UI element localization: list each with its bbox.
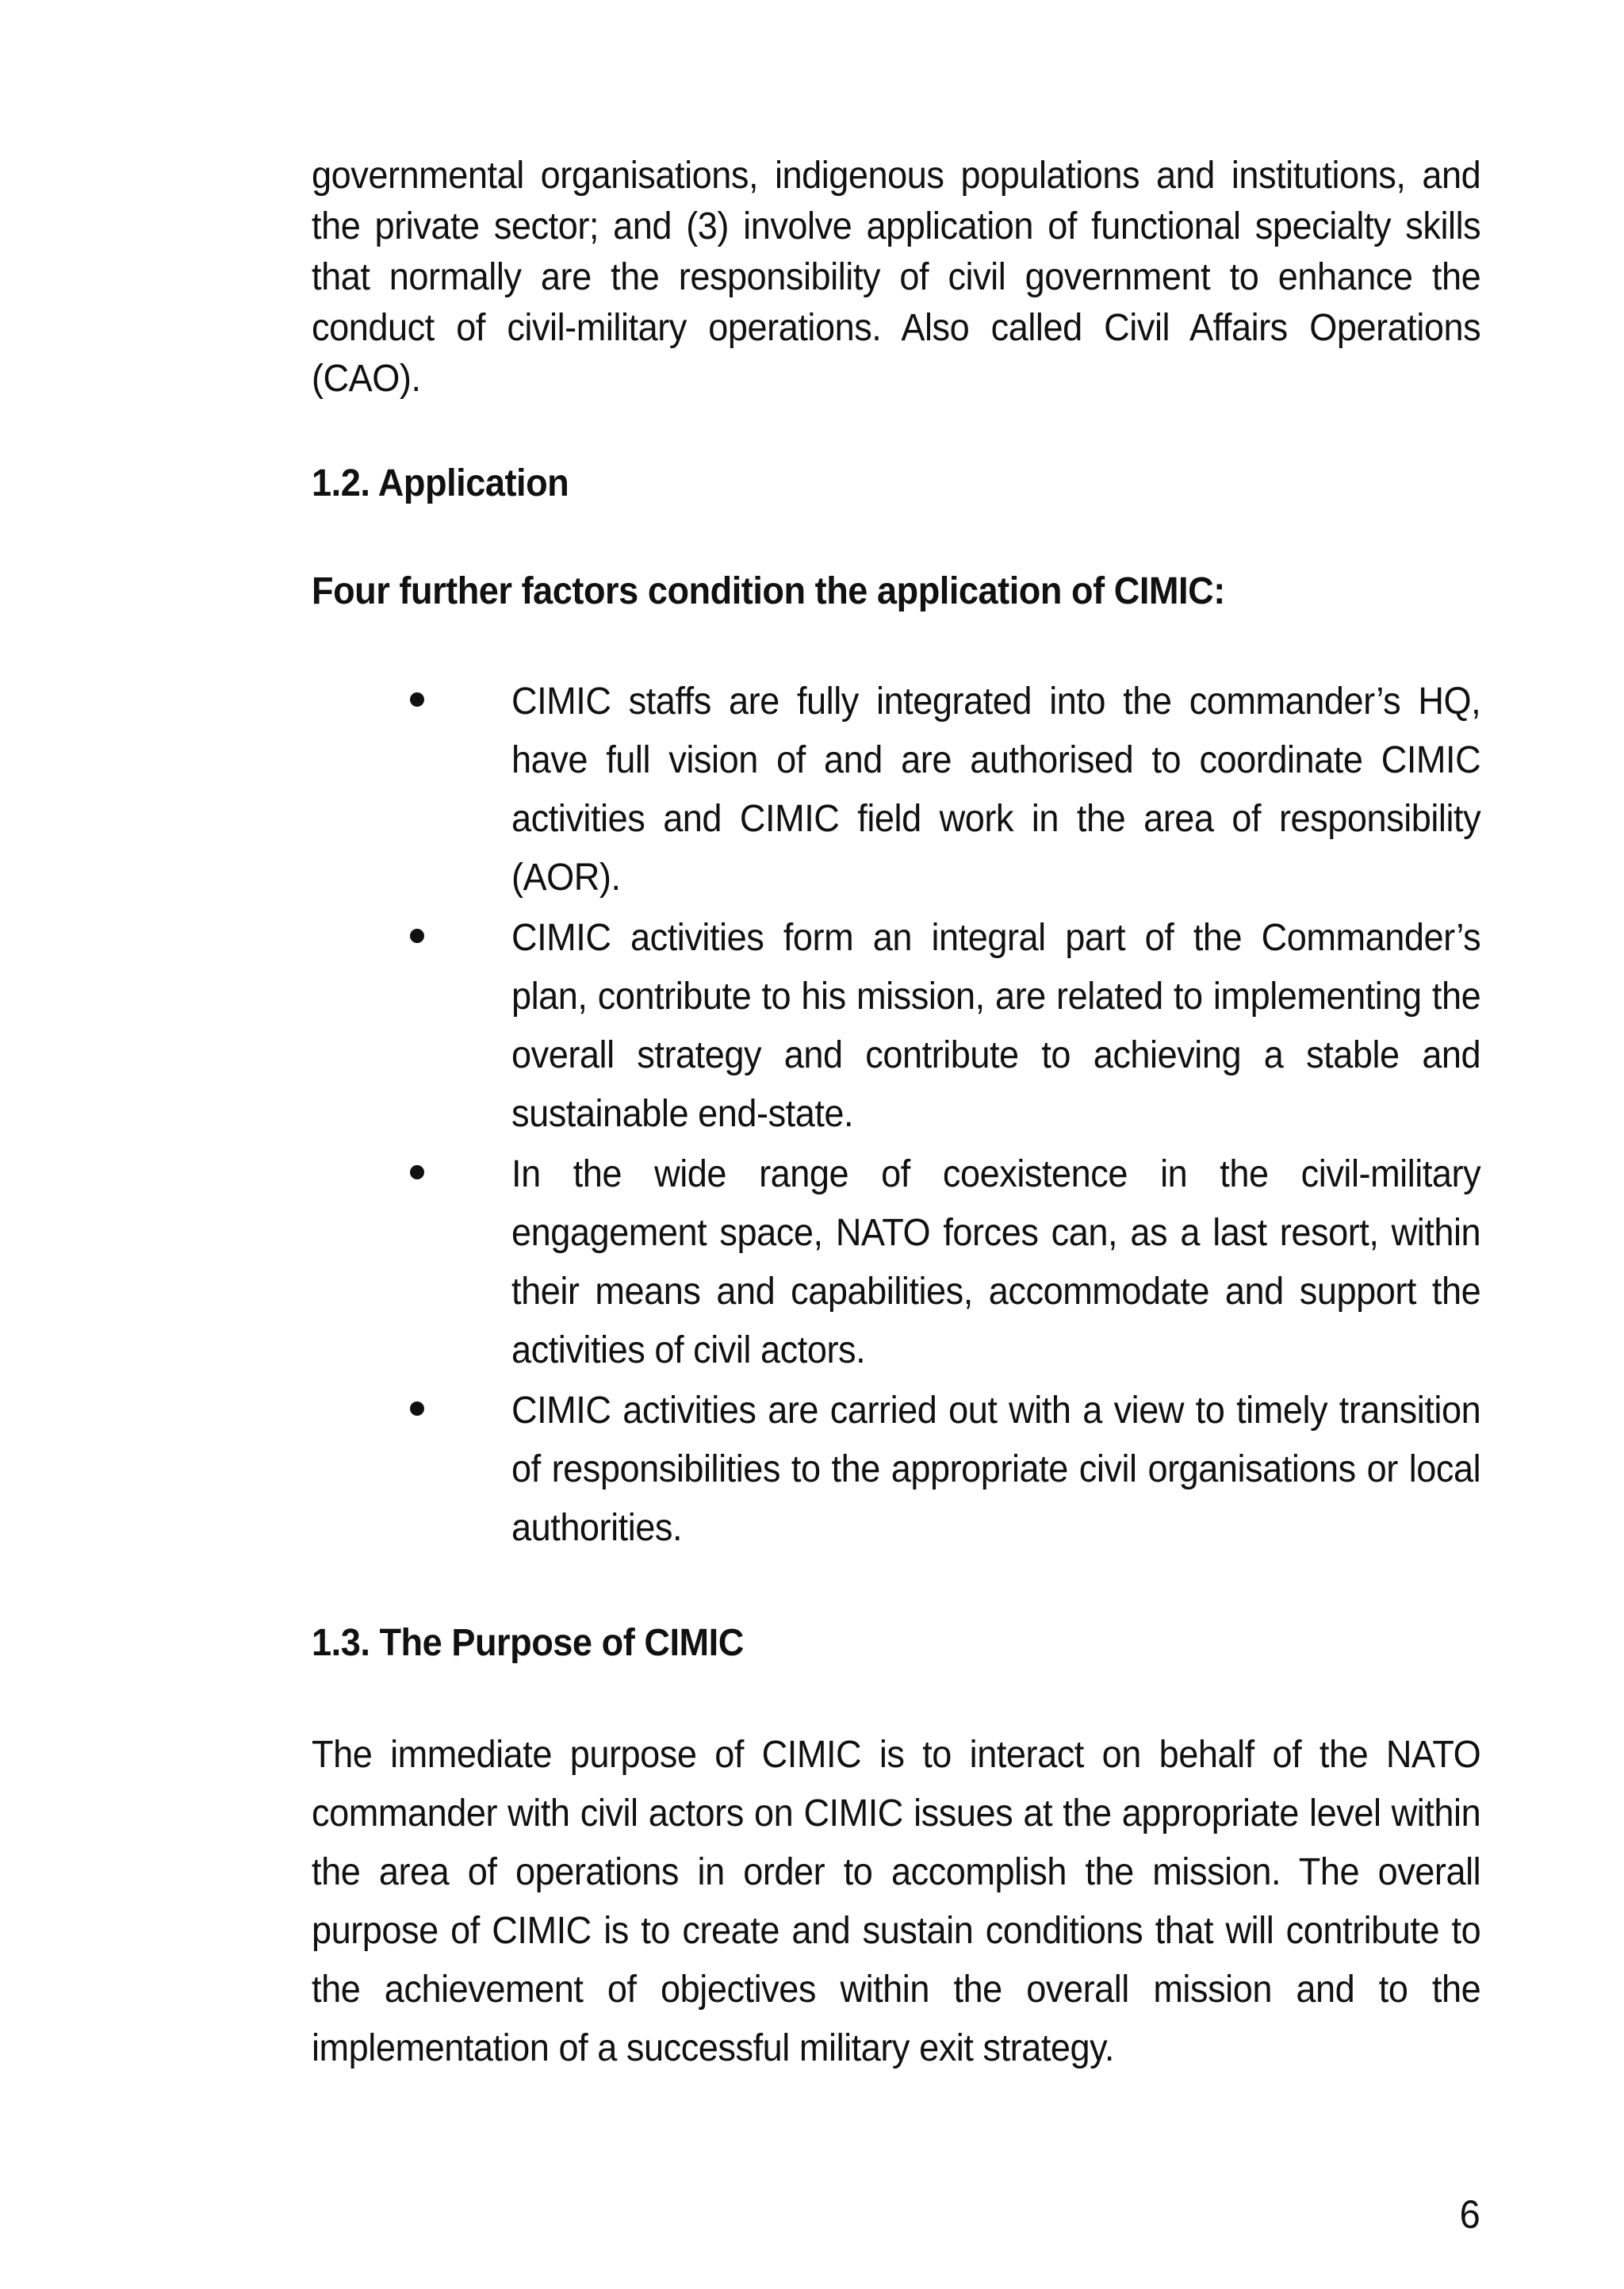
bullet-icon [410, 692, 424, 707]
bullet-text: CIMIC activities form an integral part of the Commander’s plan, contribute to his mission, are related to implementing the overall strategy and contribute to achieving a stable and sustainable end-state. [511, 917, 1481, 1135]
list-item [312, 673, 1480, 907]
bullet-text: In the wide range of coexistence in the civil-military engagement space, NATO forces can, as a last resort, within their means and capabilities, accommodate and support the activities of civil actors. [511, 1153, 1481, 1371]
section-heading-purpose: 1.3. The Purpose of CIMIC [312, 1622, 744, 1664]
intro-paragraph: governmental organisations, indigenous populations and institutions, and the private sector; and (3) involve application of functional specialty skills that normally are the responsibility of civil government to enhance the conduct of civil-military operations. Also called Civil Affairs Operations (CAO). [312, 155, 1481, 400]
application-subheading: Four further factors condition the application of CIMIC: [312, 570, 1225, 612]
page-number: 6 [1459, 2192, 1480, 2237]
application-bullet-list [312, 673, 1480, 1558]
section-heading-application: 1.2. Application [312, 462, 569, 504]
bullet-icon [410, 1401, 424, 1416]
list-item [312, 1382, 1480, 1558]
document-page [312, 151, 1480, 2078]
list-item [312, 909, 1480, 1144]
purpose-paragraph: The immediate purpose of CIMIC is to interact on behalf of the NATO commander with civil actors on CIMIC issues at the appropriate level within the area of operations in order to accomplish the mission. The overall purpose of CIMIC is to create and sustain conditions that will contribute to the achievement of objectives within the overall mission and to the implementation of a successful military exit strategy. [312, 1734, 1481, 2069]
list-item [312, 1145, 1480, 1380]
bullet-icon [410, 929, 424, 943]
bullet-icon [410, 1165, 424, 1179]
bullet-text: CIMIC staffs are fully integrated into the commander’s HQ, have full vision of and are authorised to coordinate CIMIC activities and CIMIC field work in the area of responsibility (AOR). [511, 681, 1481, 899]
bullet-text: CIMIC activities are carried out with a view to timely transition of responsibilities to the appropriate civil organisations or local authorities. [511, 1390, 1481, 1549]
